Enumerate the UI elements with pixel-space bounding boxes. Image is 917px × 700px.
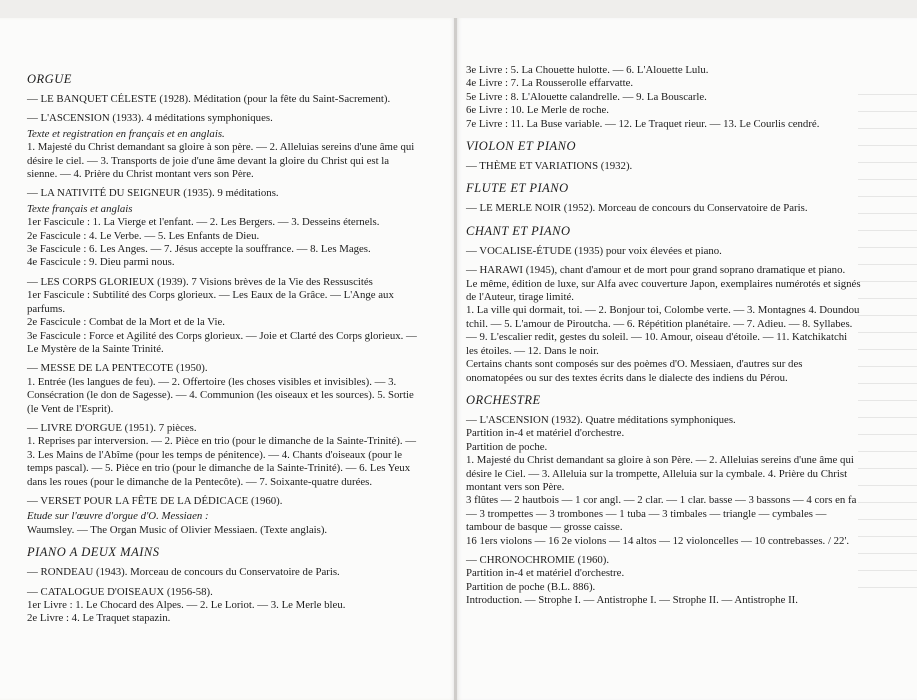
detail-line: Partition in-4 et matériel d'orchestre. [466,427,625,440]
detail-line: 2e Fascicule : 4. Le Verbe. — 5. Les Enfants de Dieu. [27,229,260,242]
detail-line: 1. Majesté du Christ demandant sa gloire à son père. — 2. Alleluias sereins d'une âme qui désire le ciel. — 3. Transports de joie d'une âme devant la gloire du Christ qui est la sienne. — 4. Prière du Christ montant vers son Père. [27,141,415,181]
work-entry: — LES CORPS GLORIEUX (1939). 7 Visions brèves de la Vie des Ressuscités [27,275,373,288]
work-entry: — LE BANQUET CÉLESTE (1928). Méditation (pour la fête du Saint-Sacrement). [27,93,391,105]
detail-line: Partition de poche (B.L. 886). [466,580,596,593]
detail-line: 7e Livre : 11. La Buse variable. — 12. Le Traquet rieur. — 13. Le Courlis cendré. [466,117,820,130]
left-column [27,54,419,626]
detail-line: 2e Livre : 4. Le Traquet stapazin. [27,612,171,625]
right-page [456,18,917,700]
detail-line: 4e Livre : 7. La Rousserolle effarvatte. [466,77,634,90]
detail-line: 3e Livre : 5. La Chouette hulotte. — 6. L'Alouette Lulu. [466,64,709,76]
detail-line: Partition de poche. [466,440,548,453]
work-entry: — L'ASCENSION (1932). Quatre méditations symphoniques. [466,413,736,426]
work-entry: — RONDEAU (1943). Morceau de concours du Conservatoire de Paris. [27,566,340,579]
work-entry: — LE MERLE NOIR (1952). Morceau de concours du Conservatoire de Paris. [466,202,808,215]
detail-line: 1er Livre : 1. Le Chocard des Alpes. — 2. Le Loriot. — 3. Le Merle bleu. [27,599,346,611]
detail-line: 3 flûtes — 2 hautbois — 1 cor angl. — 2 clar. — 1 clar. basse — 3 bassons — 4 cors en fa — 3 trompettes — 3 trombones — 1 tuba — 3 timbales — triangle — cymbales — tambour de basque — grosse caisse. [466,494,857,534]
work-entry: — LIVRE D'ORGUE (1951). 7 pièces. [27,421,197,434]
section-heading: CHANT ET PIANO [466,223,571,238]
work-entry: — CATALOGUE D'OISEAUX (1956-58). [27,585,213,598]
detail-line: Certains chants sont composés sur des poèmes d'O. Messiaen, d'autres sur des onomatopées ou sur des textes écrits dans le dialecte des indiens du Pérou. [466,358,803,384]
detail-line: 16 1ers violons — 16 2e violons — 14 altos — 12 violoncelles — 10 contrebasses. / 22'. [466,534,850,547]
work-entry: — CHRONOCHROMIE (1960). [466,553,610,566]
detail-line: 1. La ville qui dormait, toi. — 2. Bonjour toi, Colombe verte. — 3. Montagnes 4. Doundou tchil. — 5. L'amour de Piroutcha. — 6. Répétition planétaire. — 7. Adieu. — 8. Syllabes. — 9. L'escalier redit, gestes du soleil. — 10. Amour, oiseau d'étoile. — 11. Katchikatchi les étoiles. — 12. Dans le noir. [466,304,860,357]
work-entry: — LA NATIVITÉ DU SEIGNEUR (1935). 9 méditations. [27,187,279,200]
detail-line: 4e Fascicule : 9. Dieu parmi nous. [27,256,175,269]
note-line: Etude sur l'œuvre d'orgue d'O. Messiaen : [27,510,209,523]
detail-line: 3e Fascicule : Force et Agilité des Corps glorieux. — Joie et Clarté des Corps glorieux. — Le Mystère de la Sainte Trinité. [27,329,417,355]
note-line: Texte français et anglais [27,202,133,215]
work-entry: — HARAWI (1945), chant d'amour et de mort pour grand soprano dramatique et piano. [466,264,846,277]
work-entry: — THÈME ET VARIATIONS (1932). [466,160,633,173]
bleed-through-text [858,78,917,638]
detail-line: Partition in-4 et matériel d'orchestre. [466,567,625,580]
work-entry: — VOCALISE-ÉTUDE (1935) pour voix élevées et piano. [466,244,722,257]
detail-line: 3e Fascicule : 6. Les Anges. — 7. Jésus accepte la souffrance. — 8. Les Mages. [27,243,371,256]
work-entry: — L'ASCENSION (1933). 4 méditations symphoniques. [27,112,273,125]
detail-line: 5e Livre : 8. L'Alouette calandrelle. — 9. La Bouscarle. [466,90,707,103]
section-heading: ORCHESTRE [466,392,541,407]
detail-line: 1. Entrée (les langues de feu). — 2. Offertoire (les choses visibles et invisibles). — 3. Consécration (le don de Sagesse). — 4. Communion (les oiseaux et les sources). 5. Sortie (le Vent de l'Esprit). [27,375,414,415]
work-entry: — VERSET POUR LA FÊTE DE LA DÉDICACE (1960). [27,494,283,507]
detail-line: 1er Fascicule : Subtilité des Corps glorieux. — Les Eaux de la Grâce. — L'Ange aux parfums. [27,289,394,315]
section-heading: FLUTE ET PIANO [466,181,569,196]
detail-line: 1er Fascicule : 1. La Vierge et l'enfant. — 2. Les Bergers. — 3. Desseins éternels. [27,216,380,229]
detail-line: 1. Majesté du Christ demandant sa gloire à son Père. — 2. Alleluias sereins d'une âme qui désire le Ciel. — 3. Alleluia sur la trompette, Alleluia sur la cymbale. 4. Prière du Christ montant vers son Père. [466,454,854,493]
detail-line: 6e Livre : 10. Le Merle de roche. [466,104,609,117]
section-heading: PIANO A DEUX MAINS [27,545,160,560]
top-edge [0,0,917,18]
detail-line: 2e Fascicule : Combat de la Mort et de la Vie. [27,316,225,329]
section-heading: VIOLON ET PIANO [466,139,577,154]
right-column [466,64,861,608]
detail-line: Le même, édition de luxe, sur Alfa avec couverture Japon, exemplaires numérotés et signés de l'Auteur, tirage limité. [466,277,861,304]
detail-line: Introduction. — Strophe I. — Antistrophe I. — Strophe II. — Antistrophe II. [466,594,798,607]
book-gutter [454,18,457,700]
detail-line: Waumsley. — The Organ Music of Olivier Messiaen. (Texte anglais). [27,523,328,536]
detail-line: 1. Reprises par interversion. — 2. Pièce en trio (pour le dimanche de la Sainte-Trinité). — 3. Les Mains de l'Abîme (pour les temps de pénitence). — 4. Chants d'oiseaux (pour le temps pascal). — 5. Pièce en trio (pour le dimanche de la Sainte-Trinité). — 6. Les Yeux dans les roues (pour le dimanche de la Pentecôte). — 7. Soixante-quatre durées. [27,435,417,488]
left-page [0,18,456,700]
work-entry: — MESSE DE LA PENTECOTE (1950). [27,362,208,375]
note-line: Texte et registration en français et en anglais. [27,127,225,140]
section-heading: ORGUE [27,72,72,86]
